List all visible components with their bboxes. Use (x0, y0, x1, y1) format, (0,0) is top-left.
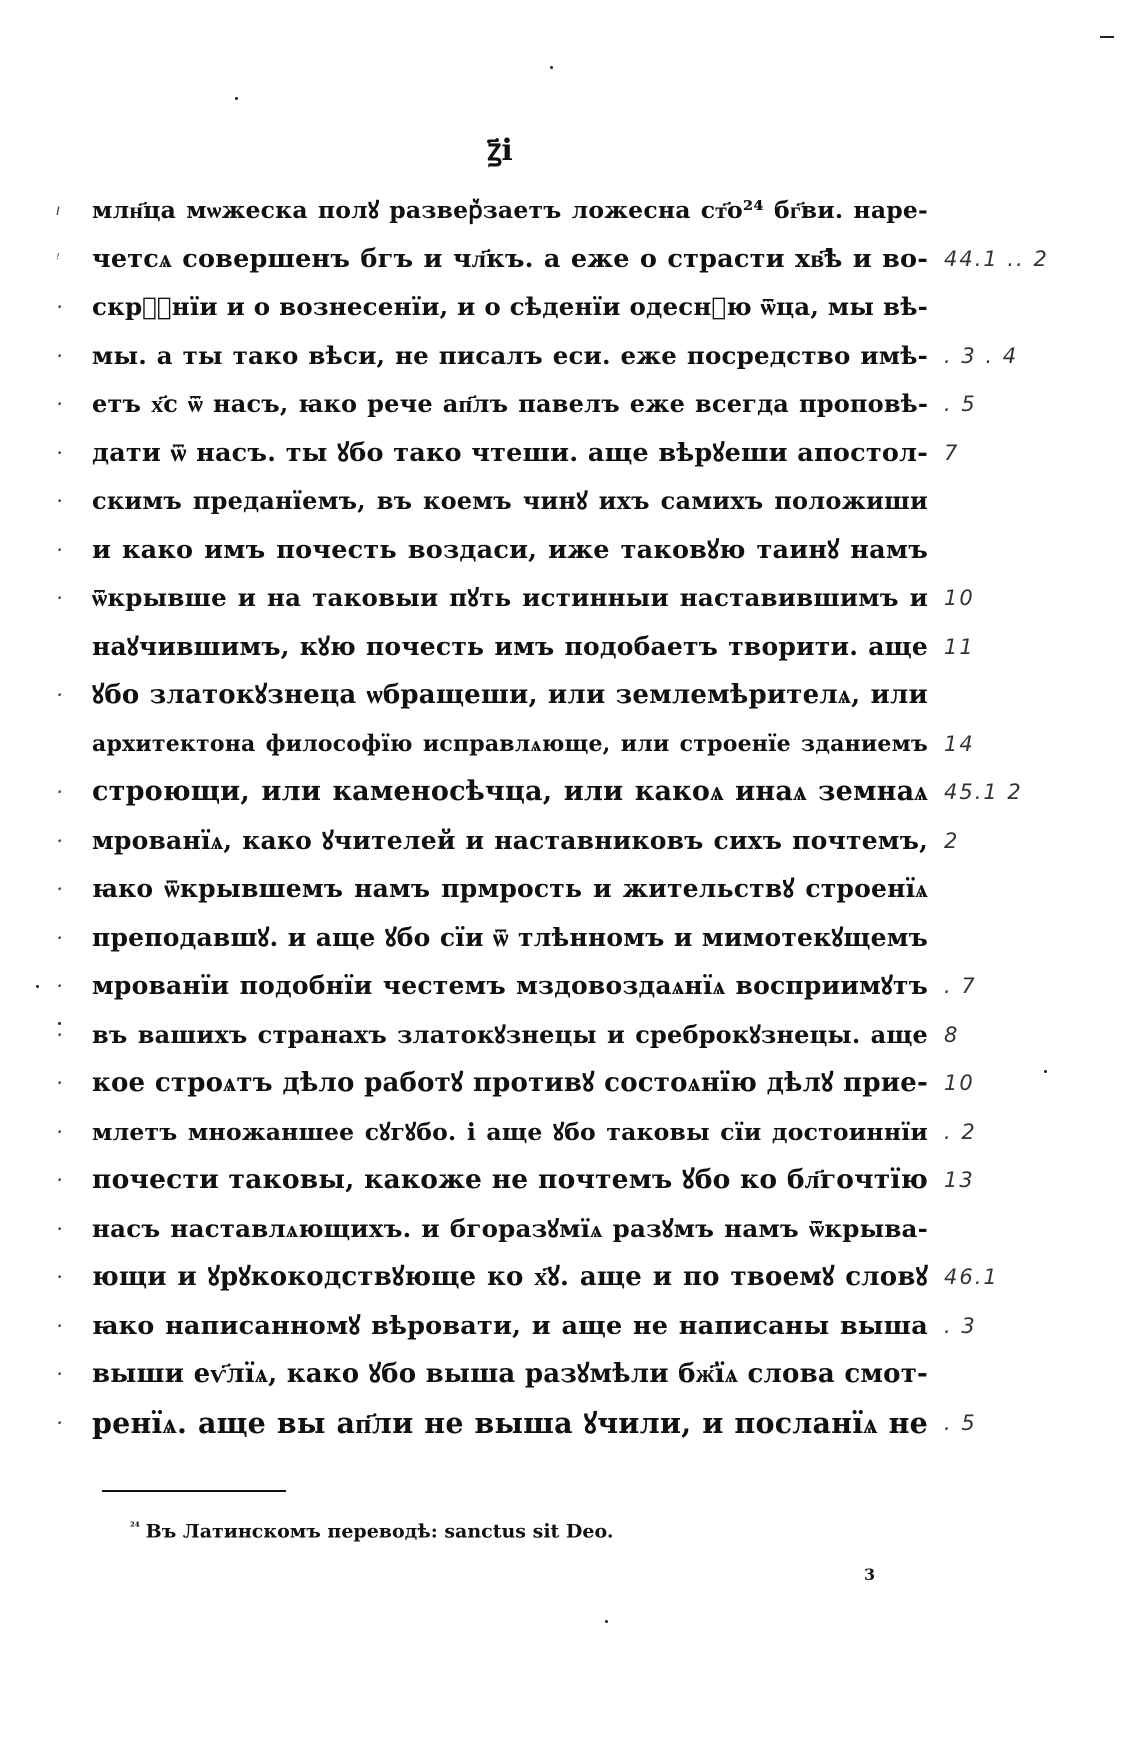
right-margin-annotation: 10 (944, 1071, 975, 1095)
left-margin-mark: ꞏ (56, 1219, 61, 1238)
right-margin-annotation: . 3 . 4 (944, 343, 1019, 368)
line-text: дати ѿ насъ. ты ꙋбо тако чтеши. аще вѣрꙋеши апостол- (92, 437, 928, 468)
text-line (56, 1253, 999, 1302)
text-line (56, 671, 928, 720)
line-text: млетъ множаншее сꙋгꙋбо. і аще ꙋбо таковы сїи достоиннїи (92, 1117, 928, 1146)
text-line (56, 1059, 975, 1108)
left-margin-mark: ꞏ (56, 589, 61, 607)
left-margin-mark: ꞏ (56, 540, 61, 559)
left-margin-mark: ꞏ (56, 1365, 61, 1383)
right-margin-annotation: 46.1 (944, 1265, 999, 1289)
line-text: млн҃ца мѡжеска полꙋ развер꙽заетъ ложесна ст҃о²⁴ бг҃ви. наре- (92, 196, 928, 224)
speck (235, 97, 238, 100)
line-text: выши еѵ҃лїѧ, како ꙋбо выша разꙋмѣли бж҃їѧ слова смот- (92, 1359, 928, 1389)
left-margin-mark: ꞏ (56, 395, 61, 413)
footnote (130, 1520, 613, 1542)
text-line (56, 574, 975, 623)
right-margin-annotation: 14 (944, 731, 975, 756)
footnote-text: Въ Латинскомъ переводѣ: sanctus sit Deo. (145, 1520, 614, 1543)
line-text: ѿкрывше и на таковыи пꙋть истинныи наставившимъ и (92, 583, 928, 612)
right-margin-annotation: 2 (944, 828, 960, 853)
left-margin-mark: ꞏ (56, 443, 61, 462)
right-margin-annotation: 10 (944, 586, 975, 610)
left-margin-mark: ꞏ (56, 1025, 61, 1044)
signature-mark: 3 (864, 1565, 876, 1584)
left-margin-mark: ꞏ (56, 783, 61, 801)
right-margin-annotation: 8 (944, 1022, 960, 1047)
left-margin-mark: ꞏ (56, 1413, 61, 1432)
text-line (56, 1399, 977, 1448)
left-margin-mark: ꞏ (56, 1268, 61, 1286)
right-margin-annotation: 7 (944, 440, 960, 465)
line-text: мы. а ты тако вѣси, не писалъ еси. еже посредство имѣ- (92, 340, 928, 370)
line-text: ренїѧ. аще вы ап҃ли не выша ꙋчили, и посланїѧ не (92, 1405, 928, 1440)
text-line (56, 817, 960, 866)
line-text: въ вашихъ странахъ златокꙋзнецы и среброкꙋзнецы. аще (92, 1019, 928, 1049)
text-line (56, 332, 1019, 381)
line-text: четсѧ совершенъ бгъ и чл҃къ. а еже о страсти хв҃ѣ и во- (92, 243, 928, 274)
line-text: почести таковы, какоже не почтемъ ꙋбо ко бл҃гочтїю (92, 1164, 928, 1195)
speck (36, 985, 39, 988)
text-line (56, 962, 977, 1011)
left-margin-mark: ꞏ (56, 928, 61, 947)
footnote-rule (102, 1490, 286, 1492)
text-line (56, 768, 1023, 817)
right-margin-annotation: 11 (944, 634, 975, 659)
corner-mark (1100, 36, 1114, 38)
left-margin-mark: ꞏ (56, 346, 61, 365)
text-line (56, 1205, 928, 1254)
text-line (56, 283, 928, 332)
line-text: ющи и ꙋрꙋкокодствꙋюще ко х҃ꙋ. аще и по твоемꙋ словꙋ (92, 1262, 928, 1292)
right-margin-annotation: . 7 (944, 974, 977, 998)
speck (58, 1022, 61, 1025)
text-line (92, 623, 975, 672)
right-margin-annotation: . 3 (944, 1313, 977, 1338)
text-line (56, 1350, 928, 1399)
line-text: мрованїѧ, како ꙋчителей и наставниковъ сихъ почтемъ, (92, 825, 928, 855)
left-margin-mark: ꞏ (56, 1074, 61, 1092)
text-line (56, 1302, 977, 1351)
text-line (56, 914, 928, 963)
right-margin-annotation: . 5 (944, 1410, 977, 1435)
right-margin-annotation: . 2 (944, 1119, 977, 1144)
left-margin-mark: ꞏ (56, 880, 61, 898)
line-text: наꙋчившимъ, кꙋю почесть имъ подобаетъ творити. аще (92, 631, 928, 661)
text-line (56, 1156, 975, 1205)
left-margin-mark: ꞏ (56, 977, 61, 995)
line-text: строющи, или каменосѣчца, или какоѧ инаѧ земнаѧ (92, 776, 928, 807)
page-number: ꙁ҃і (487, 133, 513, 168)
line-text: кое строѧтъ дѣло работꙋ противꙋ состоѧнїю дѣлꙋ прие- (92, 1068, 928, 1098)
text-line (56, 235, 1049, 284)
main-text (56, 186, 1049, 1447)
left-margin-mark: ꞏ (56, 686, 61, 704)
line-text: скимъ преданїемъ, въ коемъ чинꙋ ихъ самихъ положиши (92, 486, 928, 515)
text-line (92, 720, 975, 769)
left-margin-mark: ꞏ (56, 831, 61, 850)
text-line (56, 526, 928, 575)
text-line (56, 477, 928, 526)
text-line (56, 429, 960, 478)
speck (550, 66, 553, 69)
text-line (56, 1108, 977, 1157)
right-margin-annotation: 13 (944, 1168, 975, 1192)
text-line (56, 1011, 960, 1060)
speck (1044, 1070, 1047, 1073)
line-text: и како имъ почесть воздаси, иже таковꙋю таинꙋ намъ (92, 534, 928, 565)
line-text: мрованїи подобнїи честемъ мздовоздаѧнїѧ восприимꙋтъ (92, 971, 928, 1000)
line-text: ꙗко написанномꙋ вѣровати, и аще не написаны выша (92, 1310, 928, 1341)
footnote-marker: ²⁴ (130, 1520, 140, 1533)
line-text: скрⷭ҇нїи и о вознесенїи, и о сѣденїи одеснꙋю ѿца, мы вѣ- (92, 292, 928, 321)
line-text: насъ наставлѧющихъ. и бгоразꙋмїѧ разꙋмъ намъ ѿкрыва- (92, 1213, 928, 1243)
left-margin-mark: ꞏ (56, 1316, 61, 1335)
speck (605, 1620, 608, 1623)
right-margin-annotation: 44.1 .. 2 (944, 246, 1049, 271)
line-text: архитектона философїю исправлѧюще, или строенїе зданиемъ (92, 730, 928, 757)
left-margin-mark: ꞏ (56, 492, 61, 510)
left-margin-mark: ꜝ (56, 249, 60, 268)
text-line (56, 865, 928, 914)
line-text: етъ х҃с ѿ насъ, ꙗко рече ап҃лъ павелъ еже всегда проповѣ- (92, 389, 928, 418)
right-margin-annotation: 45.1 2 (944, 780, 1023, 804)
right-margin-annotation: . 5 (944, 392, 977, 416)
text-line (56, 380, 977, 429)
left-margin-mark: ı (56, 201, 61, 219)
left-margin-mark: ꞏ (56, 298, 61, 316)
line-text: ꙋбо златокꙋзнеца ѡбращеши, или землемѣрителѧ, или (92, 680, 928, 710)
line-text: преподавшꙋ. и аще ꙋбо сїи ѿ тлѣнномъ и мимотекꙋщемъ (92, 922, 928, 952)
text-line (56, 186, 928, 235)
line-text: ꙗко ѿкрывшемъ намъ прмрость и жительствꙋ строенїѧ (92, 874, 928, 903)
left-margin-mark: ꞏ (56, 1122, 61, 1141)
left-margin-mark: ꞏ (56, 1171, 61, 1189)
